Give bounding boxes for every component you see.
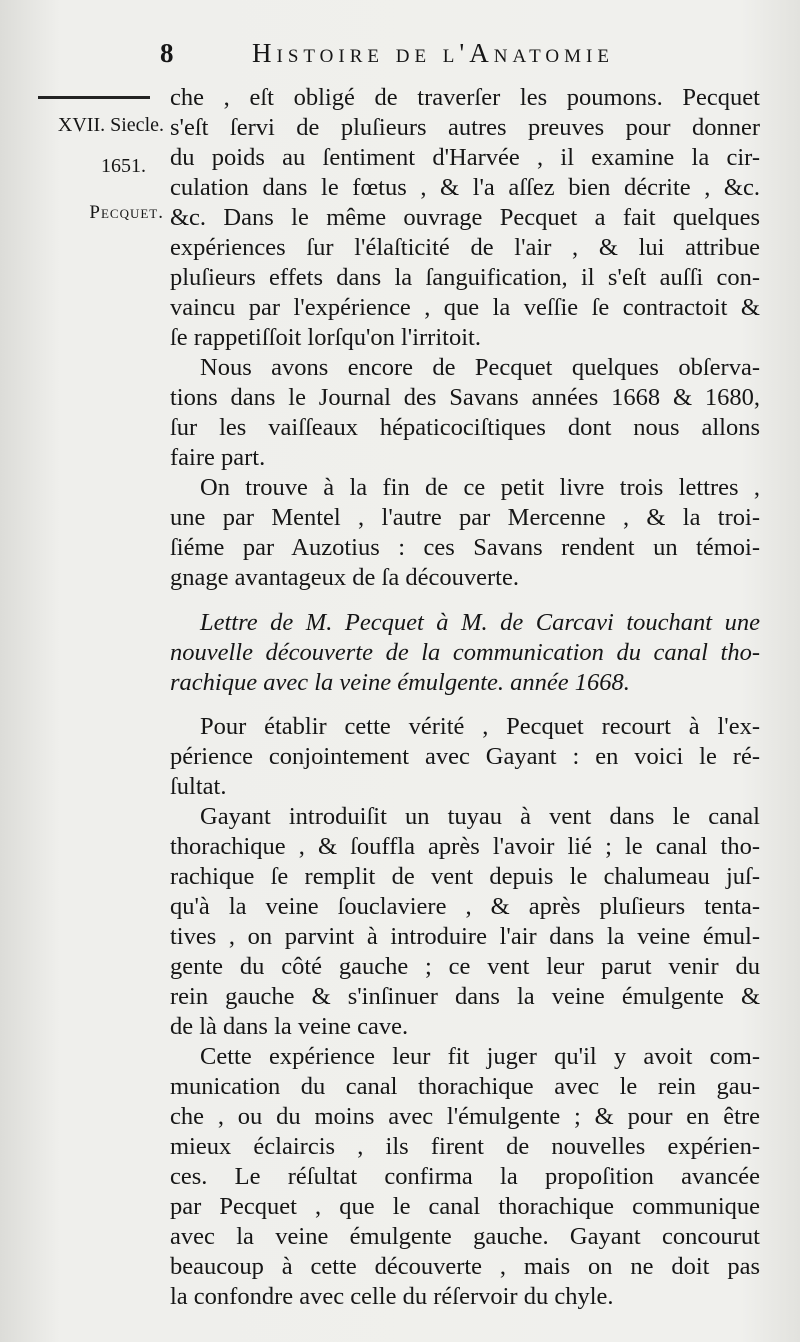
text-line: de là dans la veine cave.: [170, 1013, 409, 1040]
text-line: Nous avons encore de Pecquet quelques obſerva-: [200, 354, 760, 381]
letter-heading-line: nouvelle découverte de la communication du canal tho-: [170, 639, 760, 666]
running-head: [160, 38, 720, 72]
text-line: avec la veine émulgente gauche. Gayant concourut: [170, 1223, 760, 1250]
text-line: s'eſt ſervi de pluſieurs autres preuves pour donner: [170, 114, 760, 141]
text-line: une par Mentel , l'autre par Mercenne , & la troi-: [170, 504, 760, 531]
text-line: On trouve à la fin de ce petit livre trois lettres ,: [200, 474, 760, 501]
letter-heading-line: Lettre de M. Pecquet à M. de Carcavi touchant une: [200, 609, 760, 636]
margin-note-author: Pecquet.: [89, 202, 164, 223]
running-title: Histoire de l'Anatomie: [252, 38, 614, 68]
text-line: thorachique , & ſouffla après l'avoir lié ; le canal tho-: [170, 833, 760, 860]
text-line: Gayant introduiſit un tuyau à vent dans le canal: [200, 803, 760, 830]
text-line: gnage avantageux de ſa découverte.: [170, 564, 519, 591]
text-line: expériences ſur l'élaſticité de l'air , & lui attribue: [170, 234, 760, 261]
text-line: che , eſt obligé de traverſer les poumons. Pecquet: [170, 84, 760, 111]
margin-rule: [38, 96, 150, 99]
text-line: mieux éclaircis , ils firent de nouvelles expérien-: [170, 1133, 760, 1160]
text-line: ſur les vaiſſeaux hépaticociſtiques dont nous allons: [170, 414, 760, 441]
text-line: ſe rappetiſſoit lorſqu'on l'irritoit.: [170, 324, 481, 351]
text-line: périence conjointement avec Gayant : en voici le ré-: [170, 743, 760, 770]
text-line: munication du canal thorachique avec le rein gau-: [170, 1073, 760, 1100]
text-line: ces. Le réſultat confirma la propoſition avancée: [170, 1163, 760, 1190]
text-line: qu'à la veine ſouclaviere , & après pluſieurs tenta-: [170, 893, 760, 920]
text-line: beaucoup à cette découverte , mais on ne doit pas: [170, 1253, 760, 1280]
text-line: pluſieurs effets dans la ſanguification, il s'eſt auſſi con-: [170, 264, 760, 291]
page-number: 8: [160, 38, 179, 68]
text-line: faire part.: [170, 444, 266, 471]
text-line: ſultat.: [170, 773, 227, 800]
text-line: gente du côté gauche ; ce vent leur parut venir du: [170, 953, 760, 980]
text-line: &c. Dans le même ouvrage Pecquet a fait quelques: [170, 204, 760, 231]
text-line: vaincu par l'expérience , que la veſſie ſe contractoit &: [170, 294, 760, 321]
text-line: ſiéme par Auzotius : ces Savans rendent un témoi-: [170, 534, 760, 561]
text-line: che , ou du moins avec l'émulgente ; & pour en être: [170, 1103, 760, 1130]
margin-note-century: XVII. Siecle.: [57, 114, 164, 136]
text-line: du poids au ſentiment d'Harvée , il examine la cir-: [170, 144, 760, 171]
text-line: la confondre avec celle du réſervoir du chyle.: [170, 1283, 614, 1310]
text-line: culation dans le fœtus , & l'a aſſez bien décrite , &c.: [170, 174, 760, 201]
text-line: par Pecquet , que le canal thorachique communique: [170, 1193, 760, 1220]
text-line: Cette expérience leur fit juger qu'il y avoit com-: [200, 1043, 760, 1070]
letter-heading-line: rachique avec la veine émulgente. année 1668.: [170, 669, 630, 696]
text-line: tives , on parvint à introduire l'air dans la veine émul-: [170, 923, 760, 950]
text-line: tions dans le Journal des Savans années 1668 & 1680,: [170, 384, 760, 411]
margin-note-year: 1651.: [101, 155, 146, 177]
text-line: rachique ſe remplit de vent depuis le chalumeau juſ-: [170, 863, 760, 890]
text-line: rein gauche & s'inſinuer dans la veine émulgente &: [170, 983, 760, 1010]
text-line: Pour établir cette vérité , Pecquet recourt à l'ex-: [200, 713, 760, 740]
